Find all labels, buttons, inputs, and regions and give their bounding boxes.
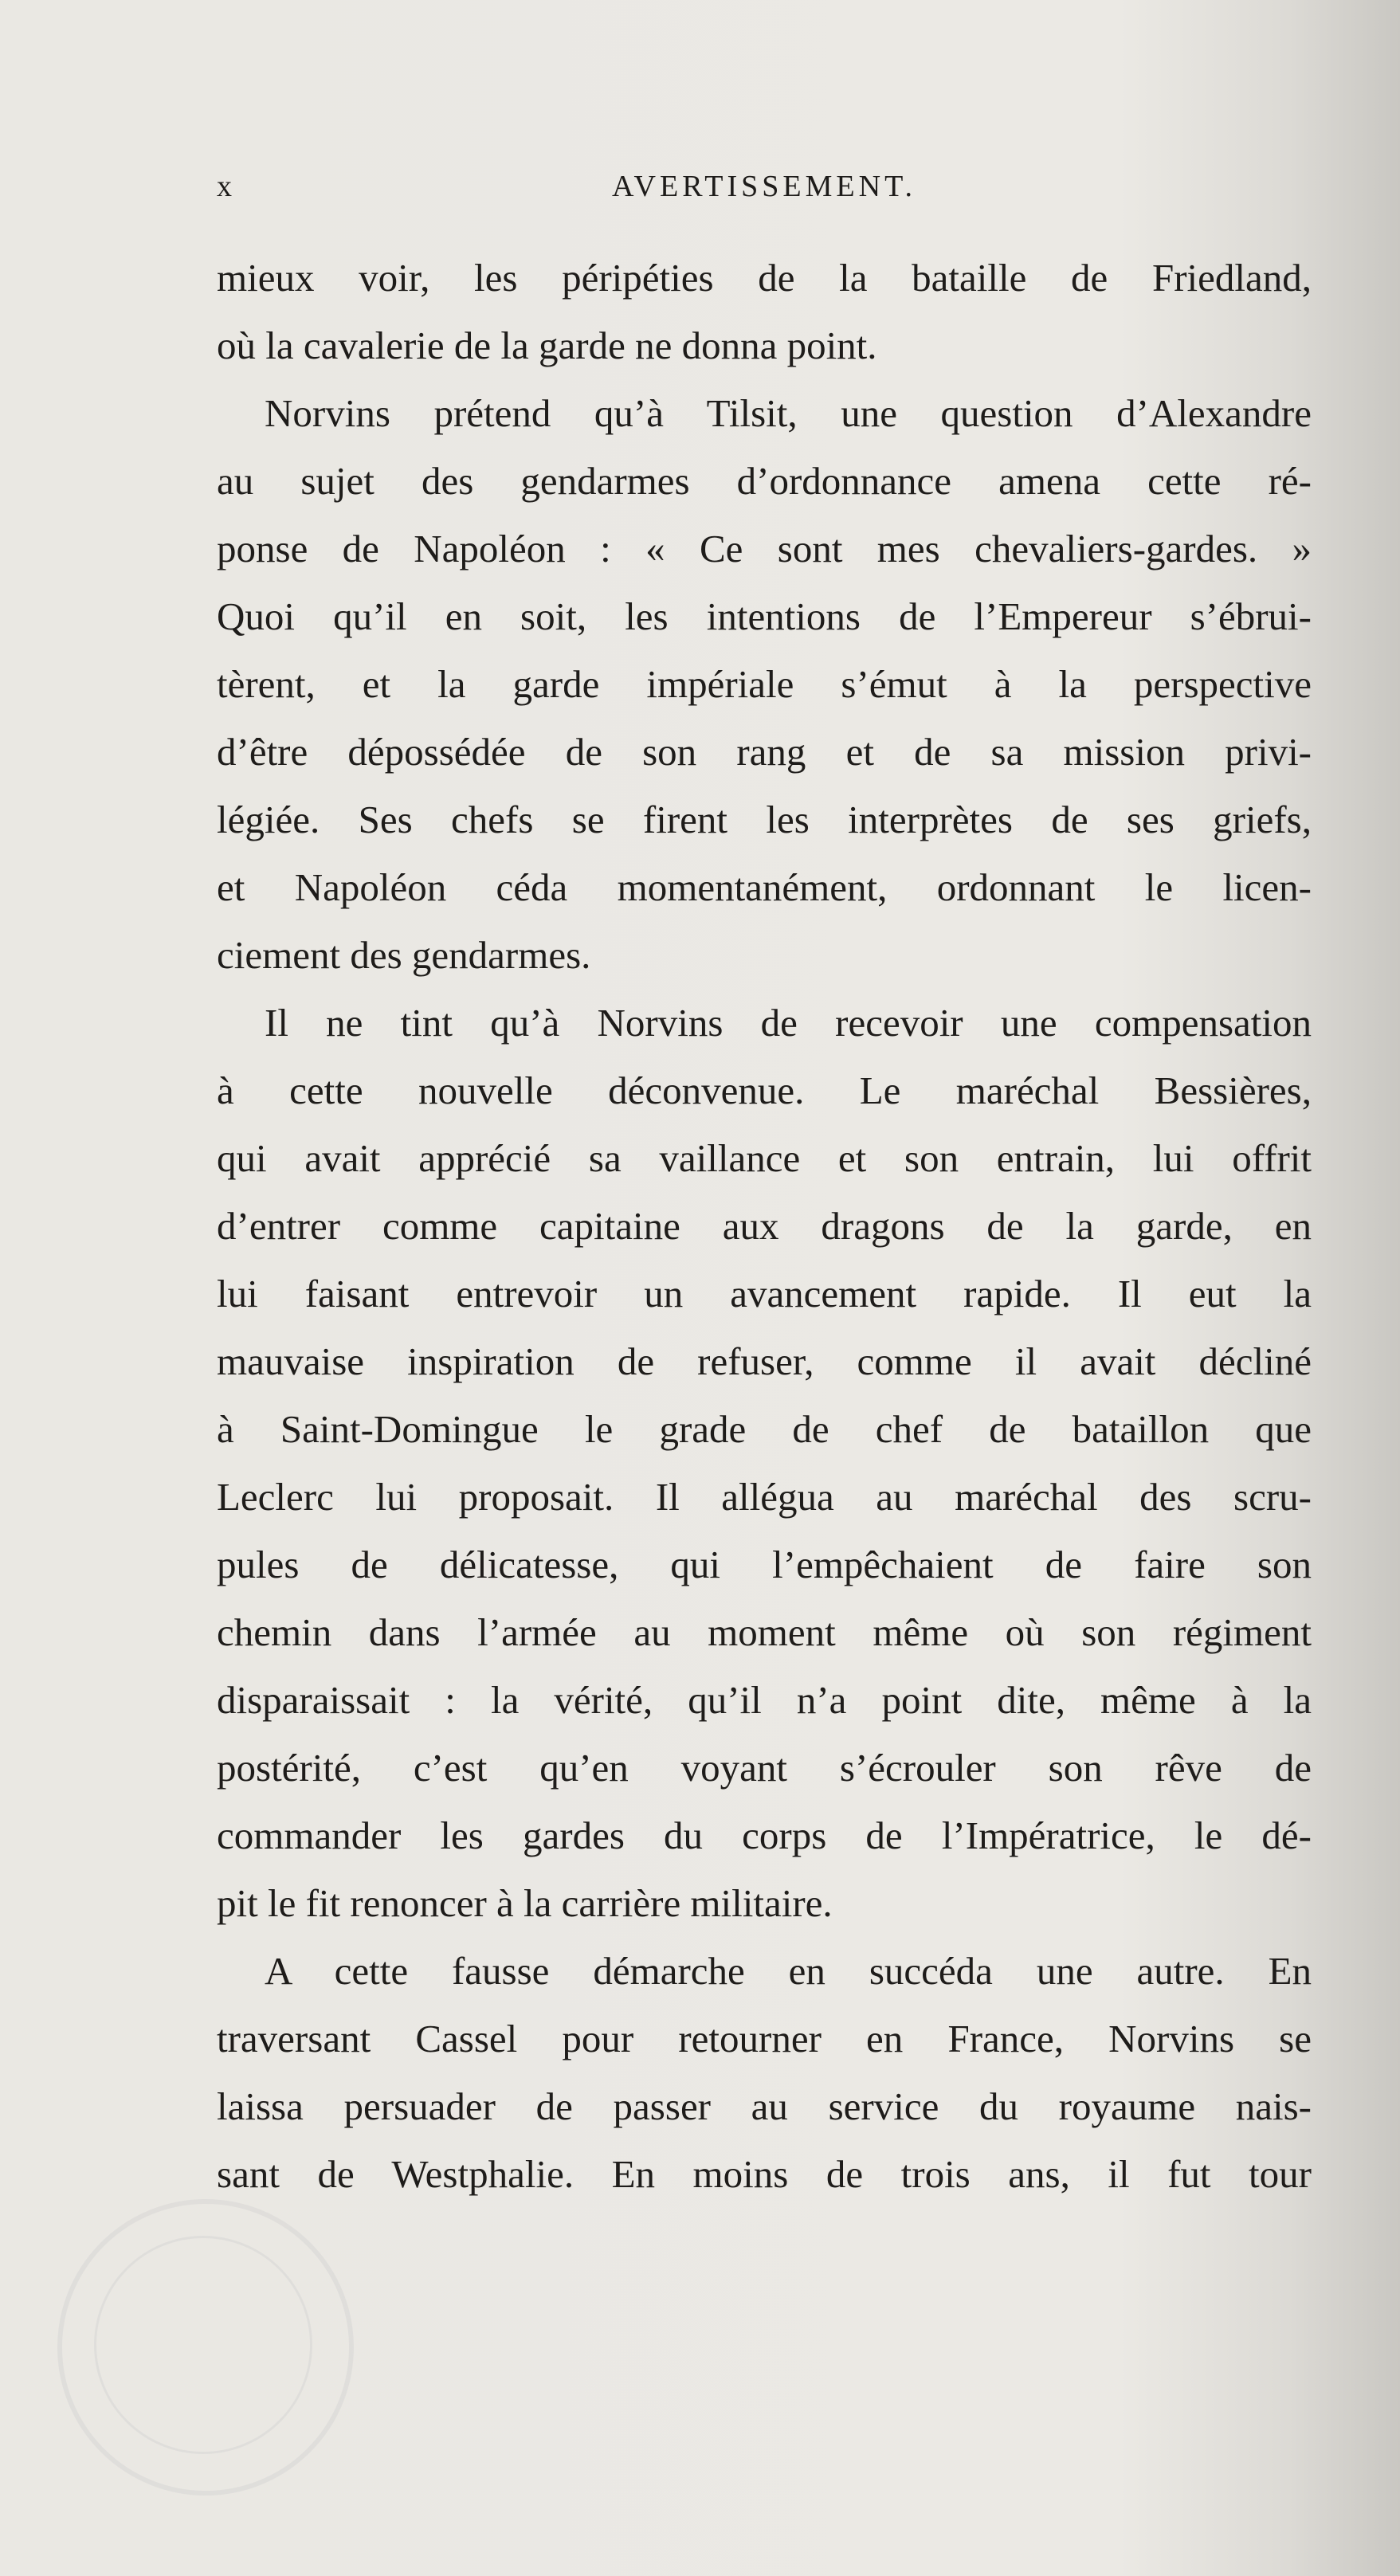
library-stamp-inner-ring <box>94 2236 312 2454</box>
text-line: traversant Cassel pour retourner en France, Norvins se <box>217 2017 1312 2060</box>
text-line: mieux voir, les péripéties de la bataille de Friedland, <box>217 256 1312 300</box>
page-number: x <box>217 170 235 203</box>
text-line: où la cavalerie de la garde ne donna point. <box>217 323 877 367</box>
paragraph <box>217 244 1312 379</box>
text-line: qui avait apprécié sa vaillance et son entrain, lui offrit <box>217 1136 1312 1180</box>
text-line: légiée. Ses chefs se firent les interprètes de ses griefs, <box>217 798 1312 841</box>
body-text <box>217 244 1312 2208</box>
text-line: Leclerc lui proposait. Il allégua au maréchal des scru- <box>217 1475 1312 1519</box>
text-line: d’entrer comme capitaine aux dragons de la garde, en <box>217 1204 1312 1248</box>
text-line: à cette nouvelle déconvenue. Le maréchal Bessières, <box>217 1068 1312 1112</box>
text-line: à Saint-Domingue le grade de chef de bataillon que <box>217 1407 1312 1451</box>
text-line: Norvins prétend qu’à Tilsit, une question d’Alexandre <box>265 391 1312 435</box>
running-head <box>217 169 1312 217</box>
running-title: AVERTISSEMENT. <box>612 170 916 203</box>
text-line: disparaissait : la vérité, qu’il n’a point dite, même à la <box>217 1678 1312 1722</box>
text-line: sant de Westphalie. En moins de trois ans, il fut tour <box>217 2152 1312 2196</box>
text-line: Il ne tint qu’à Norvins de recevoir une compensation <box>265 1001 1312 1045</box>
text-line: ciement des gendarmes. <box>217 933 591 977</box>
text-line: chemin dans l’armée au moment même où son régiment <box>217 1610 1312 1654</box>
text-line: d’être dépossédée de son rang et de sa mission privi- <box>217 730 1312 774</box>
text-line: lui faisant entrevoir un avancement rapide. Il eut la <box>217 1272 1312 1315</box>
text-line: Quoi qu’il en soit, les intentions de l’Empereur s’ébrui- <box>217 594 1312 638</box>
text-line: laissa persuader de passer au service du royaume nais- <box>217 2084 1312 2128</box>
text-line: ponse de Napoléon : « Ce sont mes chevaliers-gardes. » <box>217 527 1312 570</box>
library-stamp <box>57 2199 354 2496</box>
text-line: au sujet des gendarmes d’ordonnance amena cette ré- <box>217 459 1312 503</box>
text-line: commander les gardes du corps de l’Impératrice, le dé- <box>217 1813 1312 1857</box>
text-line: et Napoléon céda momentanément, ordonnant le licen- <box>217 865 1312 909</box>
text-line: tèrent, et la garde impériale s’émut à la perspective <box>217 662 1312 706</box>
text-line: postérité, c’est qu’en voyant s’écrouler son rêve de <box>217 1746 1312 1790</box>
text-line: pules de délicatesse, qui l’empêchaient de faire son <box>217 1543 1312 1586</box>
text-line: pit le fit renoncer à la carrière militaire. <box>217 1881 833 1925</box>
paragraph <box>217 1937 1312 2208</box>
paragraph <box>217 989 1312 1937</box>
paragraph <box>217 379 1312 989</box>
text-line: mauvaise inspiration de refuser, comme il avait décliné <box>217 1339 1312 1383</box>
text-line: A cette fausse démarche en succéda une autre. En <box>265 1949 1312 1993</box>
